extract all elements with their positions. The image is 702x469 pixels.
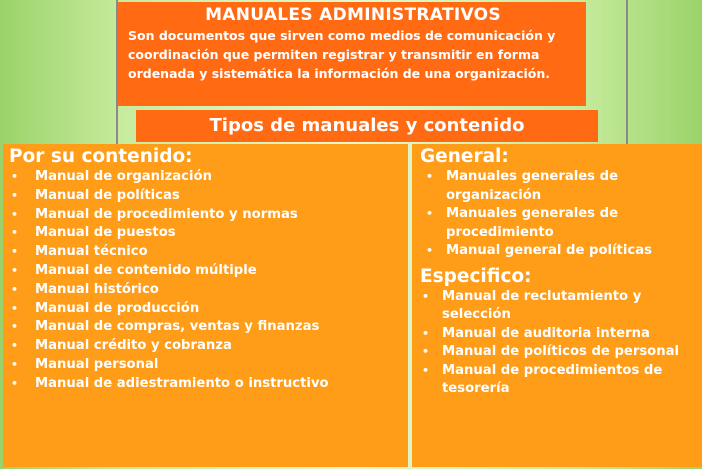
list-item: • Manual de auditoria interna [420, 325, 694, 344]
list-item: • Manuales generales de procedimiento [426, 206, 619, 240]
specific-heading: Especifico: [420, 265, 532, 287]
list-item: • Manuales generales de organización [426, 169, 619, 203]
scope-types-panel [412, 144, 702, 467]
bullet-icon: • [11, 207, 19, 221]
list-item: • Manual de reclutamiento y selección [422, 288, 642, 322]
header-description: Son documentos que sirven como medios de comunicación y coordinación que permiten registrar y transmitir en forma ordenada y sistemática la información de una organización. [128, 28, 556, 81]
frame-line-right [626, 0, 628, 144]
list-item: • Manual de procedimientos de tesorería [422, 362, 663, 396]
content-types-panel [3, 144, 408, 467]
bullet-icon: • [422, 363, 430, 377]
bullet-icon: • [422, 289, 430, 303]
bullet-icon: • [422, 326, 430, 340]
list-item: • Manual de contenido múltiple [9, 262, 402, 281]
header-box [118, 2, 586, 106]
list-item: • Manual de compras, ventas y finanzas [9, 318, 402, 337]
content-list [9, 168, 402, 394]
general-heading: General: [420, 146, 509, 167]
bullet-icon: • [426, 244, 434, 257]
list-item: • Manual de políticos de personal [420, 343, 694, 362]
list-item: • Manual de procedimiento y normas [9, 206, 402, 225]
list-item: • Manual histórico [9, 281, 402, 300]
bullet-icon: • [422, 345, 430, 358]
list-item: • Manual de producción [9, 300, 402, 319]
bullet-icon: • [11, 263, 19, 277]
bullet-icon: • [11, 170, 19, 183]
list-item: • Manual de organización [9, 168, 402, 187]
bullet-icon: • [11, 339, 19, 353]
bullet-icon: • [11, 188, 19, 202]
bullet-icon: • [426, 207, 434, 220]
list-item: • Manual personal [9, 356, 402, 375]
bullet-icon: • [11, 320, 19, 334]
bullet-icon: • [11, 226, 19, 240]
list-item: • Manual de políticas [9, 187, 402, 206]
list-item: • Manual de puestos [9, 224, 402, 243]
bullet-icon: • [11, 376, 19, 390]
list-item: • Manual técnico [9, 243, 402, 262]
list-item: • Manual de adiestramiento o instructivo [9, 375, 402, 394]
general-list [420, 168, 694, 261]
bullet-icon: • [11, 282, 19, 296]
bullet-icon: • [11, 357, 19, 371]
list-item: • Manual crédito y cobranza [9, 337, 402, 356]
list-item: • Manual general de políticas [420, 242, 694, 261]
header-title: MANUALES ADMINISTRATIVOS [205, 5, 501, 25]
bullet-icon: • [11, 301, 19, 315]
bullet-icon: • [11, 245, 19, 259]
bullet-icon: • [426, 170, 434, 183]
content-heading: Por su contenido: [9, 146, 193, 167]
subheader-box: Tipos de manuales y contenido [136, 110, 598, 142]
specific-list [420, 288, 694, 399]
